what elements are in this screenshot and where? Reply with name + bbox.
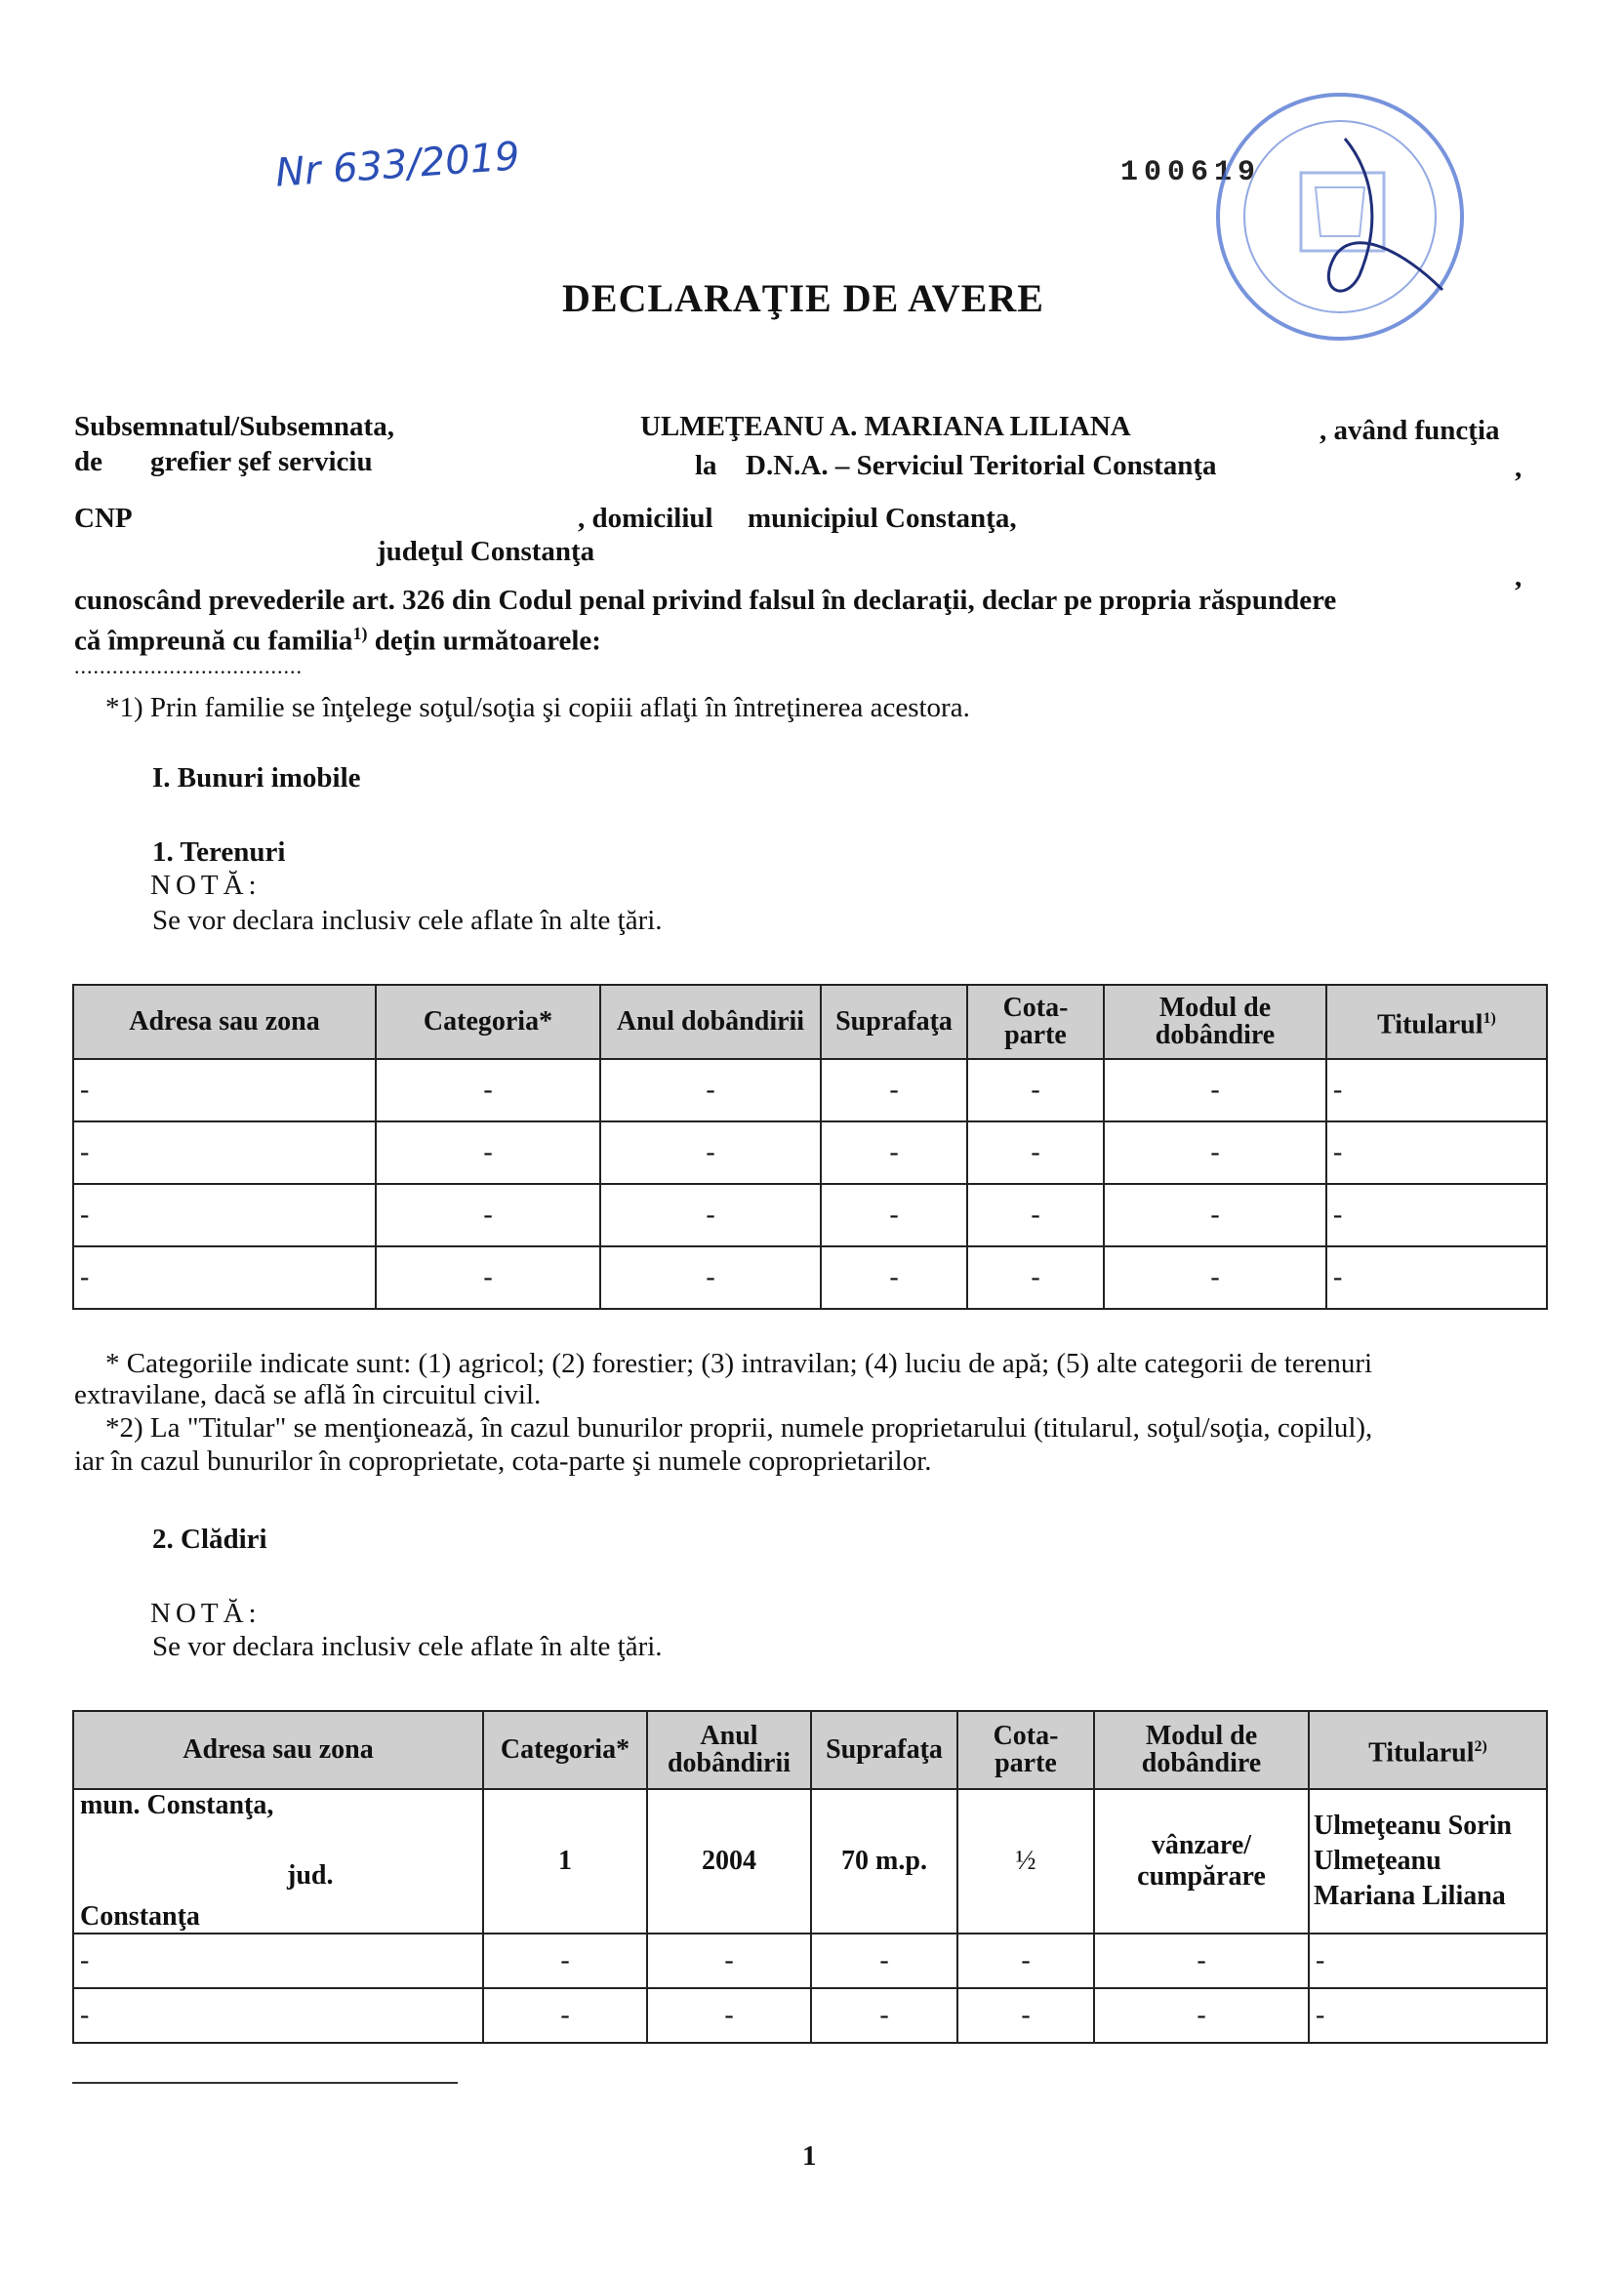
note-categories-line-2: extravilane, dacă se află în circuitul civil. bbox=[74, 1379, 542, 1410]
cell-owner: - bbox=[1326, 1121, 1547, 1184]
table-row bbox=[73, 1184, 1547, 1246]
cell-category: - bbox=[376, 1184, 600, 1246]
cell-owner: - bbox=[1309, 1988, 1547, 2043]
col-header-owner-label: Titularul bbox=[1377, 1009, 1483, 1040]
cell-share: - bbox=[967, 1121, 1104, 1184]
section-title-real-estate: I. Bunuri imobile bbox=[152, 762, 361, 794]
cell-category: - bbox=[376, 1121, 600, 1184]
address-line-2: jud. bbox=[287, 1860, 334, 1891]
cell-year: - bbox=[647, 1988, 811, 2043]
label-domiciliul: , domiciliul bbox=[578, 503, 713, 534]
col-header-address: Adresa sau zona bbox=[73, 1711, 483, 1789]
cell-owner: - bbox=[1326, 1059, 1547, 1121]
cell-year: - bbox=[600, 1121, 821, 1184]
cell-surface: - bbox=[821, 1059, 967, 1121]
cell-surface: - bbox=[811, 1934, 957, 1988]
note-titular-line-2: iar în cazul bunurilor în coproprietate, cota-parte şi numele coproprietarilor. bbox=[74, 1445, 932, 1477]
subsection-title-buildings: 2. Clădiri bbox=[152, 1524, 267, 1555]
table-row bbox=[73, 1934, 1547, 1988]
cell-mode: - bbox=[1094, 1934, 1309, 1988]
buildings-table-header bbox=[73, 1711, 1547, 1789]
col-header-mode: Modul de dobândire bbox=[1104, 985, 1326, 1059]
cell-mode: - bbox=[1104, 1059, 1326, 1121]
note-titular-line-1: *2) La "Titular" se menţionează, în cazul bunurilor proprii, numele proprietarului (titularul, soţul/soţia, copilul), bbox=[105, 1412, 1373, 1444]
comma: , bbox=[1515, 452, 1522, 483]
cell-year: - bbox=[600, 1059, 821, 1121]
label-avand-functia: , având funcţia bbox=[1320, 415, 1500, 446]
cell-mode: - bbox=[1094, 1988, 1309, 2043]
col-header-surface: Suprafaţa bbox=[811, 1711, 957, 1789]
table-row bbox=[73, 1246, 1547, 1309]
declarant-name: ULMEŢEANU A. MARIANA LILIANA bbox=[640, 411, 1131, 442]
address-line-1: mun. Constanţa, bbox=[80, 1790, 274, 1820]
cell-year: - bbox=[600, 1246, 821, 1309]
statement-text-a: că împreună cu familia bbox=[74, 625, 353, 657]
note-categories-line-1: * Categoriile indicate sunt: (1) agricol; (2) forestier; (3) intravilan; (4) luciu de apă; (5) alte categorii de terenuri bbox=[105, 1348, 1373, 1379]
cell-year: - bbox=[647, 1934, 811, 1988]
cell-surface: - bbox=[821, 1246, 967, 1309]
cell-surface: - bbox=[821, 1121, 967, 1184]
cell-address: - bbox=[73, 1246, 376, 1309]
col-header-owner-footnote: 1) bbox=[1482, 1009, 1496, 1027]
subsection-title-land: 1. Terenuri bbox=[152, 836, 286, 868]
owner-line-3: Mariana Liliana bbox=[1314, 1881, 1506, 1911]
col-header-category: Categoria* bbox=[376, 985, 600, 1059]
cell-address: - bbox=[73, 1934, 483, 1988]
col-header-owner bbox=[1309, 1711, 1547, 1789]
dotted-separator: .................................... bbox=[74, 654, 303, 678]
col-header-year: Anul dobândirii bbox=[647, 1711, 811, 1789]
table-row bbox=[73, 1059, 1547, 1121]
col-header-surface: Suprafaţa bbox=[821, 985, 967, 1059]
cell-mode: vânzare/ cumpărare bbox=[1094, 1789, 1309, 1934]
cell-address: - bbox=[73, 1184, 376, 1246]
address-line-3: Constanţa bbox=[80, 1901, 200, 1932]
declarant-institution: D.N.A. – Serviciul Teritorial Constanţa bbox=[746, 450, 1217, 481]
cell-address bbox=[73, 1789, 483, 1934]
land-table bbox=[72, 984, 1548, 1310]
statement-footnote-ref: 1) bbox=[352, 624, 368, 643]
cell-year: 2004 bbox=[647, 1789, 811, 1934]
nota-text-buildings: Se vor declara inclusiv cele aflate în alte ţări. bbox=[152, 1631, 663, 1662]
table-row bbox=[73, 1988, 1547, 2043]
col-header-owner-label: Titularul bbox=[1368, 1737, 1475, 1769]
footnote-separator-line bbox=[72, 2082, 458, 2084]
cell-mode: - bbox=[1104, 1246, 1326, 1309]
nota-text-land: Se vor declara inclusiv cele aflate în alte ţări. bbox=[152, 905, 663, 936]
cell-owner: - bbox=[1309, 1934, 1547, 1988]
owner-line-2: Ulmeţeanu bbox=[1314, 1846, 1441, 1876]
cell-share: - bbox=[967, 1246, 1104, 1309]
handwritten-registration-number: Nr 633/2019 bbox=[273, 134, 522, 196]
col-header-year: Anul dobândirii bbox=[600, 985, 821, 1059]
land-table-header bbox=[73, 985, 1547, 1059]
label-subsemnatul: Subsemnatul/Subsemnata, bbox=[74, 411, 394, 442]
statement-text-b: deţin următoarele: bbox=[367, 625, 601, 657]
cell-address: - bbox=[73, 1059, 376, 1121]
cell-address: - bbox=[73, 1121, 376, 1184]
table-row bbox=[73, 1121, 1547, 1184]
cell-share: - bbox=[957, 1988, 1094, 2043]
col-header-share: Cota-parte bbox=[967, 985, 1104, 1059]
cell-mode: - bbox=[1104, 1121, 1326, 1184]
official-stamp bbox=[1198, 80, 1491, 363]
col-header-owner bbox=[1326, 985, 1547, 1059]
footnote-family: *1) Prin familie se înţelege soţul/soţia şi copiii aflaţi în întreţinerea acestora. bbox=[105, 692, 970, 723]
label-de: de bbox=[74, 446, 102, 477]
page-number: 1 bbox=[802, 2140, 817, 2172]
cell-category: 1 bbox=[483, 1789, 647, 1934]
col-header-address: Adresa sau zona bbox=[73, 985, 376, 1059]
cell-category: - bbox=[376, 1246, 600, 1309]
col-header-share: Cota-parte bbox=[957, 1711, 1094, 1789]
cell-surface: 70 m.p. bbox=[811, 1789, 957, 1934]
owner-line-1: Ulmeţeanu Sorin bbox=[1314, 1811, 1512, 1841]
nota-label-buildings: NOTĂ: bbox=[150, 1598, 262, 1629]
cell-share: - bbox=[967, 1184, 1104, 1246]
cell-year: - bbox=[600, 1184, 821, 1246]
cell-share: ½ bbox=[957, 1789, 1094, 1934]
cell-category: - bbox=[376, 1059, 600, 1121]
cell-share: - bbox=[967, 1059, 1104, 1121]
col-header-mode: Modul de dobândire bbox=[1094, 1711, 1309, 1789]
label-cnp: CNP bbox=[74, 503, 133, 534]
document-title: DECLARAŢIE DE AVERE bbox=[562, 276, 1044, 320]
nota-label-land: NOTĂ: bbox=[150, 870, 262, 901]
label-la: la bbox=[695, 450, 717, 481]
cell-surface: - bbox=[811, 1988, 957, 2043]
buildings-table bbox=[72, 1710, 1548, 2044]
cell-address: - bbox=[73, 1988, 483, 2043]
cell-owner: - bbox=[1326, 1184, 1547, 1246]
statement-line-1: cunoscând prevederile art. 326 din Codul penal privind falsul în declaraţii, declar pe propria răspundere bbox=[74, 585, 1337, 616]
col-header-category: Categoria* bbox=[483, 1711, 647, 1789]
address-line-2: judeţul Constanţa bbox=[377, 536, 595, 567]
cell-share: - bbox=[957, 1934, 1094, 1988]
cell-category: - bbox=[483, 1988, 647, 2043]
table-row bbox=[73, 1789, 1547, 1934]
cell-mode: - bbox=[1104, 1184, 1326, 1246]
cell-surface: - bbox=[821, 1184, 967, 1246]
address-line-1: municipiul Constanţa, bbox=[748, 503, 1017, 534]
col-header-owner-footnote: 2) bbox=[1474, 1737, 1487, 1755]
cell-category: - bbox=[483, 1934, 647, 1988]
declarant-function: grefier şef serviciu bbox=[150, 446, 373, 477]
cell-owner: - bbox=[1326, 1246, 1547, 1309]
comma: , bbox=[1515, 561, 1522, 592]
registration-number: 100619 bbox=[1120, 156, 1262, 189]
cell-owner bbox=[1309, 1789, 1547, 1934]
